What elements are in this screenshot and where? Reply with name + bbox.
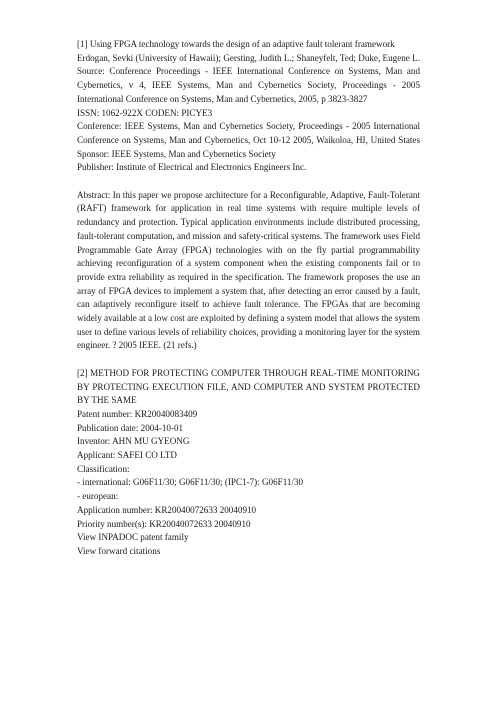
record-2-title: [2] METHOD FOR PROTECTING COMPUTER THROUGH REAL-TIME MONITORING BY PROTECTING EXECUTION FILE, AND COMPUTER AND SYSTEM PROTECTED BY THE SAME xyxy=(77,367,420,406)
inpadoc-patent-family-link[interactable]: View INPADOC patent family xyxy=(77,532,189,543)
record-2-inventor: Inventor: AHN MU GYEONG xyxy=(77,436,190,447)
record-2-european-classification: - european: xyxy=(77,491,119,502)
record-2-patent-number: Patent number: KR20040083409 xyxy=(77,408,198,419)
record-2-priority-number: Priority number(s): KR20040072633 20040910 xyxy=(77,518,251,529)
record-1-abstract: Abstract: In this paper we propose architecture for a Reconfigurable, Adaptive, Fault-Tolerant (RAFT) framework for application in real time systems with require multiple levels of redundancy and protection. Typical application environments include distributed processing, fault-tolerant computation, and mission and safety-critical systems. The framework uses Field Programmable Gate Array (FPGA) technologies with on the fly partial programmability achieving reconfiguration of a system component when the existing components fail or to provide extra reliability as required in the specification. The framework proposes the use an array of FPGA devices to implement a system that, after detecting an error caused by a fault, can adaptively reconfigure itself to achieve fault tolerance. The FPGAs that are becoming widely available at a low cost are exploited by defining a system model that allows the system user to define various levels of reliability choices, providing a monitoring layer for the system engineer. ? 2005 IEEE. (21 refs.) xyxy=(77,189,420,351)
document-page xyxy=(77,38,420,559)
record-2-publication-date: Publication date: 2004-10-01 xyxy=(77,422,184,433)
record-2-applicant: Applicant: SAFEI CO LTD xyxy=(77,450,177,461)
record-2-application-number: Application number: KR20040072633 20040910 xyxy=(77,504,257,515)
forward-citations-link[interactable]: View forward citations xyxy=(77,545,161,556)
record-1-authors-source: Erdogan, Sevki (University of Hawaii); Gersting, Judith L.; Shaneyfelt, Ted; Duke, Eugene L. Source: Conference Proceedings - IEEE International Conference on Systems, Man and Cybernetics, v 4, IEEE Systems, Man and Cybernetics Society, Proceedings - 2005 International Conference on Systems, Man and Cybernetics, 2005, p 3823-3827 xyxy=(77,52,420,104)
record-1-title: [1] Using FPGA technology towards the design of an adaptive fault tolerant framework xyxy=(77,39,395,49)
record-2-classification: Classification: xyxy=(77,463,130,474)
spacer xyxy=(77,353,420,367)
record-1-issn: ISSN: 1062-922X CODEN: PICYE3 xyxy=(77,107,213,118)
record-1-conference: Conference: IEEE Systems, Man and Cybernetics Society, Proceedings - 2005 International Conference on Systems, Man and Cybernetics, Oct 10-12 2005, Waikoloa, HI, United States Sponsor: IEEE Systems, Man and Cybernetics Society xyxy=(77,121,420,159)
record-1-publisher: Publisher: Institute of Electrical and Electronics Engineers Inc. xyxy=(77,162,307,173)
record-2-international-classification: - international: G06F11/30; G06F11/30; (IPC1-7): G06F11/30 xyxy=(77,477,304,488)
spacer xyxy=(77,175,420,189)
